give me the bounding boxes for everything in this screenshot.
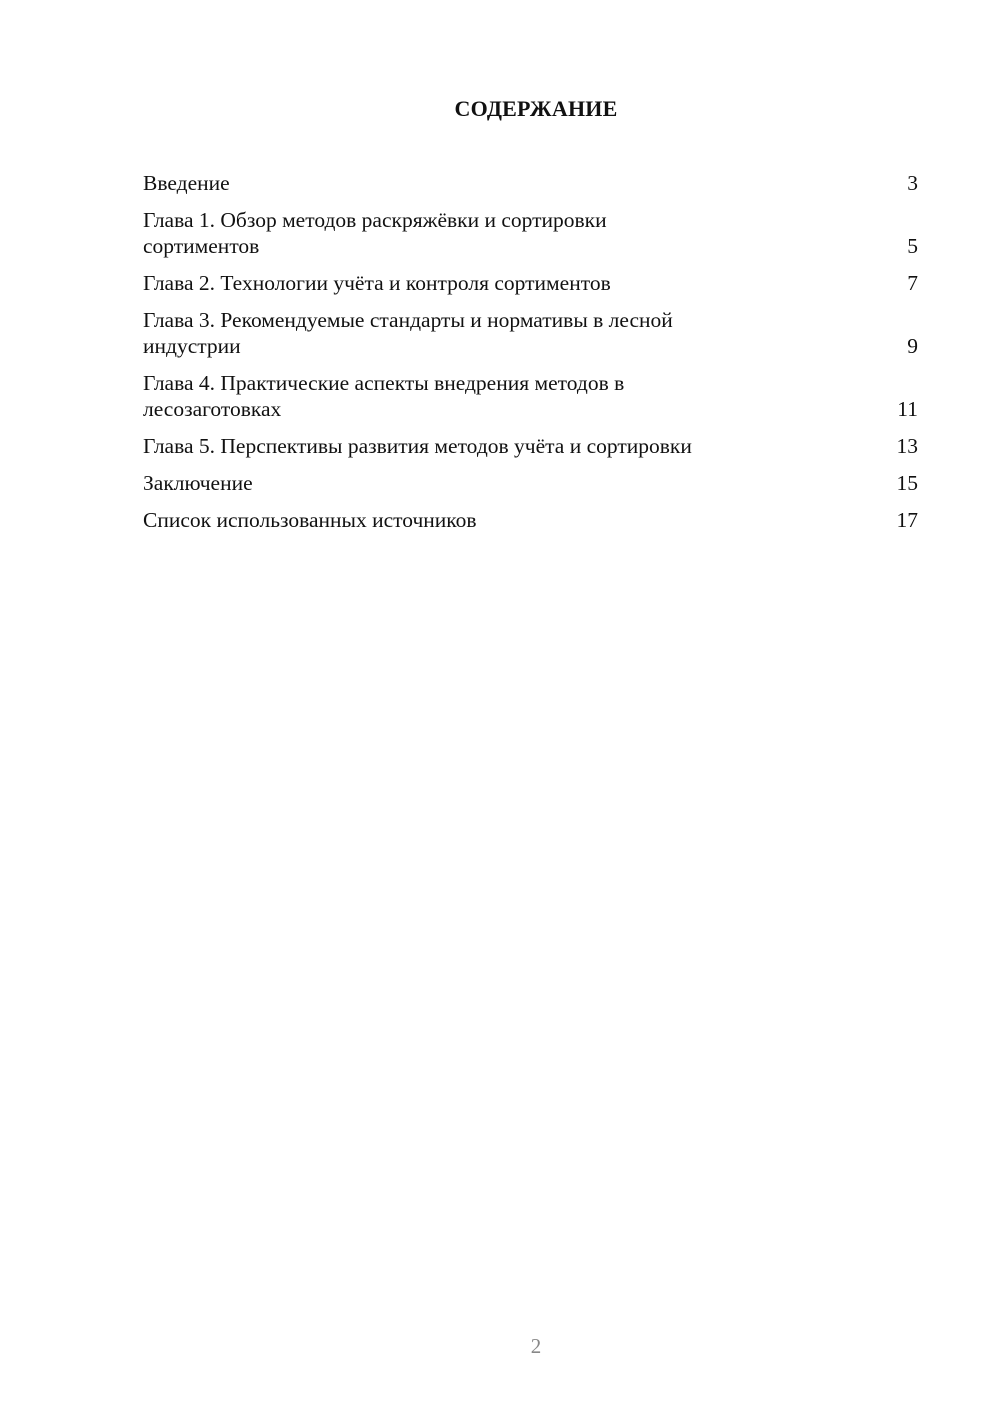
toc-entry-introduction <box>143 170 918 196</box>
toc-entry-chapter-1 <box>143 207 918 259</box>
toc-entry-page: 9 <box>907 334 918 358</box>
toc-entry-label: Заключение <box>143 471 253 495</box>
toc-entry-references <box>143 507 918 533</box>
page-title: СОДЕРЖАНИЕ <box>454 96 618 121</box>
toc-entry-page: 13 <box>896 434 918 458</box>
toc-entry-chapter-5 <box>143 433 918 459</box>
toc-entry-label: Список использованных источников <box>143 508 477 532</box>
toc-entry-page: 17 <box>896 508 918 532</box>
toc-entry-chapter-2 <box>143 270 918 296</box>
toc-entry-page: 7 <box>907 271 918 295</box>
table-of-contents <box>143 170 918 544</box>
toc-entry-page: 3 <box>907 171 918 195</box>
toc-entry-page: 5 <box>907 234 918 258</box>
toc-entry-chapter-4 <box>143 370 918 422</box>
toc-entry-page: 11 <box>897 397 918 421</box>
toc-entry-conclusion <box>143 470 918 496</box>
toc-entry-label: Глава 2. Технологии учёта и контроля сортиментов <box>143 271 611 295</box>
toc-entry-label: Глава 5. Перспективы развития методов учёта и сортировки <box>143 434 692 458</box>
toc-entry-page: 15 <box>896 471 918 495</box>
toc-entry-label: Глава 1. Обзор методов раскряжёвки и сортировки сортиментов <box>143 208 607 258</box>
toc-entry-label: Введение <box>143 171 230 195</box>
toc-entry-label: Глава 4. Практические аспекты внедрения методов в лесозаготовках <box>143 371 625 421</box>
page-number: 2 <box>530 1334 542 1358</box>
toc-entry-chapter-3 <box>143 307 918 359</box>
toc-entry-label: Глава 3. Рекомендуемые стандарты и нормативы в лесной индустрии <box>143 308 673 358</box>
